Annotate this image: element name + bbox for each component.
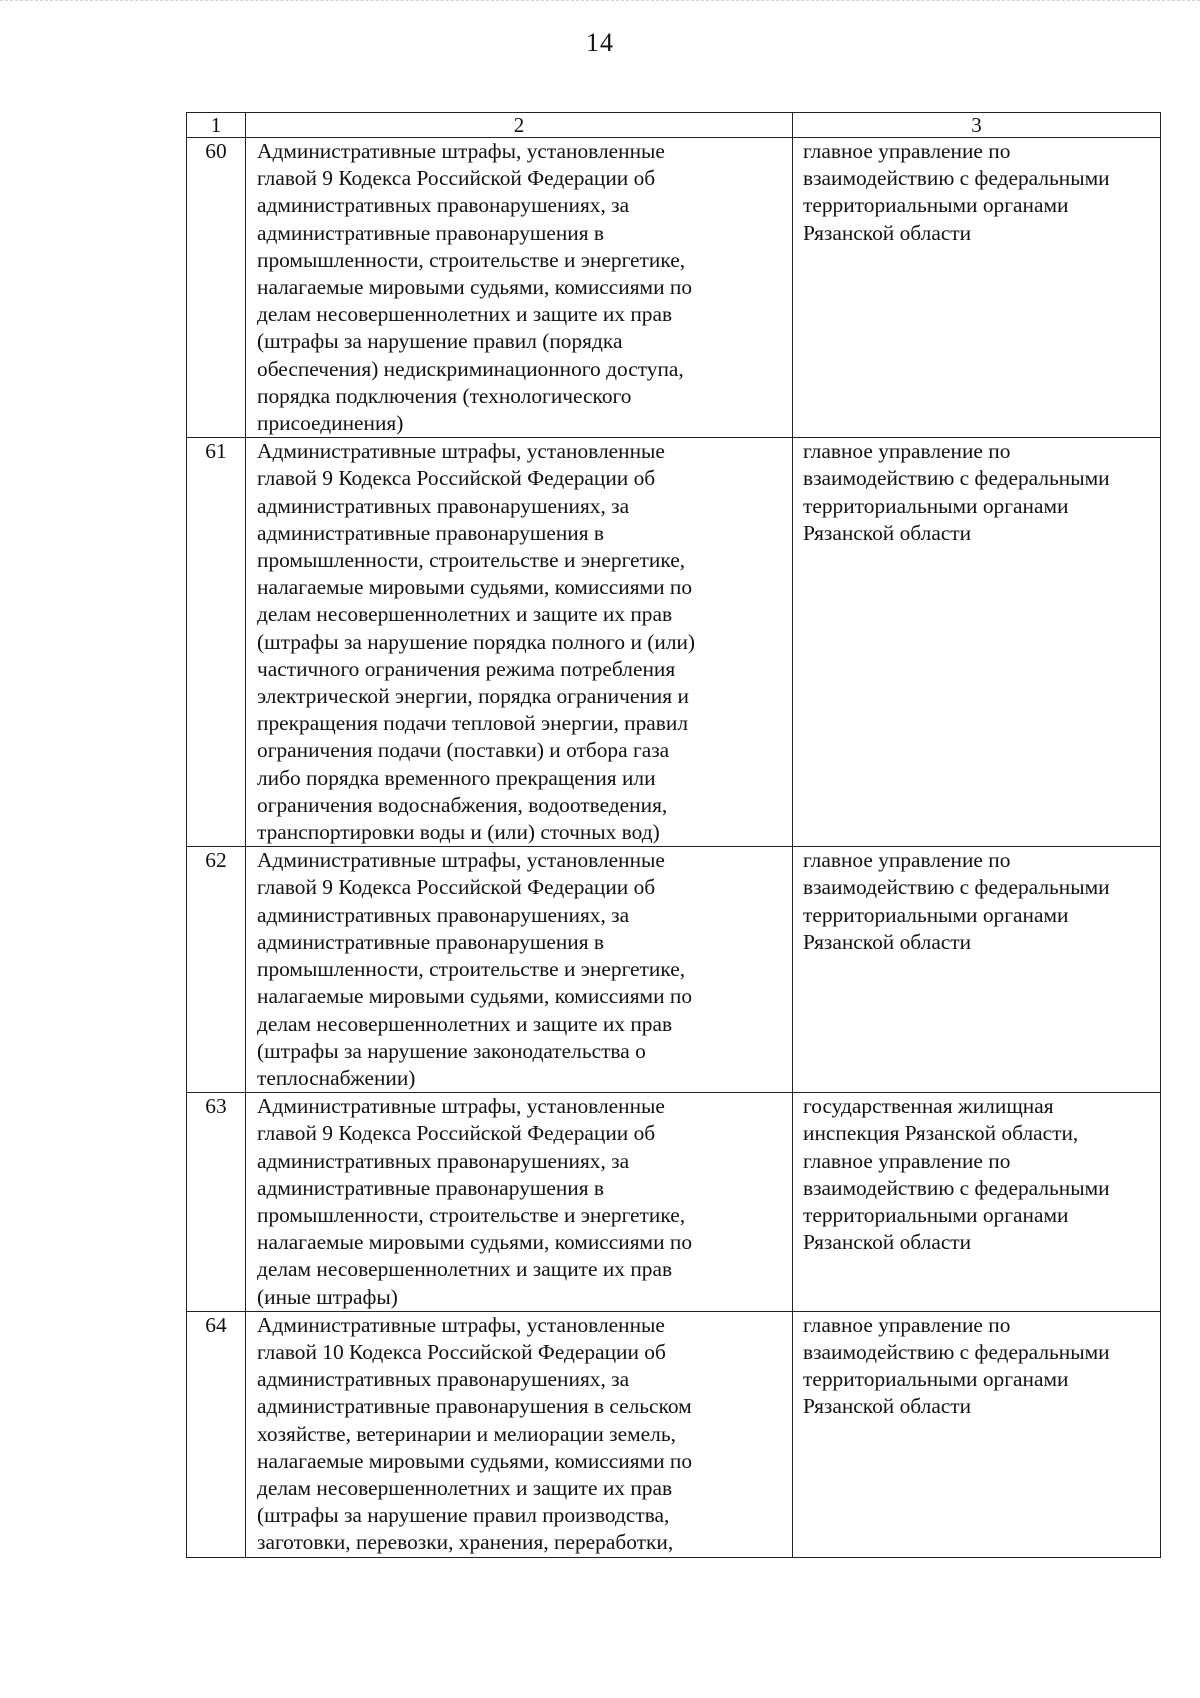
description-line: налагаемые мировыми судьями, комиссиями по — [257, 984, 693, 1009]
header-cell-1: 1 — [187, 113, 246, 138]
description-line: обеспечения) недискриминационного доступа, — [257, 356, 684, 381]
row-description — [246, 847, 793, 1093]
organization-line: взаимодействию с федеральными — [803, 466, 1110, 491]
description-line: делам несовершеннолетних и защите их прав — [257, 1257, 673, 1282]
description-line: делам несовершеннолетних и защите их прав — [257, 1475, 673, 1500]
description-line: административные правонарушения в — [257, 1175, 605, 1200]
description-line: заготовки, перевозки, хранения, переработки, — [257, 1530, 674, 1555]
description-line: налагаемые мировыми судьями, комиссиями по — [257, 575, 693, 600]
organization-line: главное управление по — [803, 439, 1011, 464]
header-cell-2: 2 — [246, 113, 793, 138]
organization-line: главное управление по — [803, 848, 1011, 873]
table-header-row — [187, 113, 1161, 138]
header-cell-3: 3 — [793, 113, 1161, 138]
description-line: административных правонарушениях, за — [257, 1148, 630, 1173]
organization-line: Рязанской области — [803, 520, 972, 545]
description-line: административных правонарушениях, за — [257, 1367, 630, 1392]
description-line: (штрафы за нарушение законодательства о — [257, 1038, 646, 1063]
description-line: промышленности, строительстве и энергетике, — [257, 1202, 686, 1227]
organization-line: главное управление по — [803, 139, 1011, 163]
document-table — [186, 112, 1161, 1558]
row-description — [246, 1311, 793, 1557]
description-line: транспортировки воды и (или) сточных вод) — [257, 820, 660, 845]
description-line: присоединения) — [257, 411, 404, 436]
row-organization — [793, 438, 1161, 847]
row-organization — [793, 847, 1161, 1093]
description-line: административные правонарушения в — [257, 520, 605, 545]
description-line: Административные штрафы, установленные — [257, 1312, 665, 1337]
description-line: административные правонарушения в — [257, 929, 605, 954]
description-line: частичного ограничения режима потребления — [257, 656, 676, 681]
organization-line: территориальными органами — [803, 193, 1069, 218]
description-line: электрической энергии, порядка ограничения и — [257, 684, 689, 709]
row-number: 64 — [187, 1311, 246, 1557]
table-row — [187, 1093, 1161, 1312]
description-line: либо порядка временного прекращения или — [257, 765, 656, 790]
table-row — [187, 847, 1161, 1093]
row-organization — [793, 1311, 1161, 1557]
row-number: 60 — [187, 138, 246, 438]
description-line: прекращения подачи тепловой энергии, правил — [257, 711, 689, 736]
description-line: (иные штрафы) — [257, 1284, 398, 1309]
row-number: 62 — [187, 847, 246, 1093]
organization-line: Рязанской области — [803, 1394, 972, 1419]
table-row — [187, 438, 1161, 847]
description-line: (штрафы за нарушение правил (порядка — [257, 329, 623, 354]
description-line: главой 9 Кодекса Российской Федерации об — [257, 1121, 656, 1146]
description-line: административных правонарушениях, за — [257, 193, 630, 218]
description-line: делам несовершеннолетних и защите их прав — [257, 602, 673, 627]
description-line: ограничения подачи (поставки) и отбора газа — [257, 738, 670, 763]
description-line: делам несовершеннолетних и защите их прав — [257, 1011, 673, 1036]
description-line: главой 9 Кодекса Российской Федерации об — [257, 166, 656, 191]
organization-line: Рязанской области — [803, 929, 972, 954]
description-line: главой 10 Кодекса Российской Федерации об — [257, 1339, 666, 1364]
description-line: главой 9 Кодекса Российской Федерации об — [257, 875, 656, 900]
description-line: промышленности, строительстве и энергетике, — [257, 548, 686, 573]
description-line: административные правонарушения в сельском — [257, 1394, 692, 1419]
description-line: (штрафы за нарушение правил производства, — [257, 1503, 670, 1528]
description-line: Административные штрафы, установленные — [257, 1094, 665, 1119]
row-number: 61 — [187, 438, 246, 847]
scan-edge-artifact — [0, 0, 1200, 23]
description-line: административных правонарушениях, за — [257, 902, 630, 927]
organization-line: главное управление по — [803, 1148, 1011, 1173]
row-number: 63 — [187, 1093, 246, 1312]
organization-line: государственная жилищная — [803, 1094, 1054, 1119]
description-line: Административные штрафы, установленные — [257, 139, 665, 163]
organization-line: взаимодействию с федеральными — [803, 875, 1110, 900]
organization-line: территориальными органами — [803, 1202, 1069, 1227]
row-description — [246, 138, 793, 438]
row-organization — [793, 1093, 1161, 1312]
description-line: налагаемые мировыми судьями, комиссиями по — [257, 1448, 693, 1473]
description-line: административных правонарушениях, за — [257, 493, 630, 518]
organization-line: территориальными органами — [803, 493, 1069, 518]
organization-line: территориальными органами — [803, 1367, 1069, 1392]
description-line: порядка подключения (технологического — [257, 383, 632, 408]
row-organization — [793, 138, 1161, 438]
organization-line: Рязанской области — [803, 1230, 972, 1255]
description-line: промышленности, строительстве и энергетике, — [257, 957, 686, 982]
organization-line: взаимодействию с федеральными — [803, 166, 1110, 191]
description-line: административные правонарушения в — [257, 220, 605, 245]
organization-line: Рязанской области — [803, 220, 972, 245]
description-line: (штрафы за нарушение порядка полного и (или) — [257, 629, 696, 654]
row-description — [246, 438, 793, 847]
organization-line: главное управление по — [803, 1312, 1011, 1337]
description-line: хозяйстве, ветеринарии и мелиорации земель, — [257, 1421, 676, 1446]
organization-line: взаимодействию с федеральными — [803, 1339, 1110, 1364]
description-line: Административные штрафы, установленные — [257, 439, 665, 464]
table-row — [187, 138, 1161, 438]
description-line: ограничения водоснабжения, водоотведения, — [257, 792, 668, 817]
organization-line: взаимодействию с федеральными — [803, 1175, 1110, 1200]
description-line: Административные штрафы, установленные — [257, 848, 665, 873]
description-line: промышленности, строительстве и энергетике, — [257, 247, 686, 272]
page-number: 14 — [586, 28, 614, 57]
description-line: главой 9 Кодекса Российской Федерации об — [257, 466, 656, 491]
table-row — [187, 1311, 1161, 1557]
organization-line: территориальными органами — [803, 902, 1069, 927]
row-description — [246, 1093, 793, 1312]
description-line: налагаемые мировыми судьями, комиссиями по — [257, 275, 693, 300]
description-line: налагаемые мировыми судьями, комиссиями по — [257, 1230, 693, 1255]
organization-line: инспекция Рязанской области, — [803, 1121, 1079, 1146]
description-line: теплоснабжении) — [257, 1065, 416, 1090]
description-line: делам несовершеннолетних и защите их прав — [257, 302, 673, 327]
